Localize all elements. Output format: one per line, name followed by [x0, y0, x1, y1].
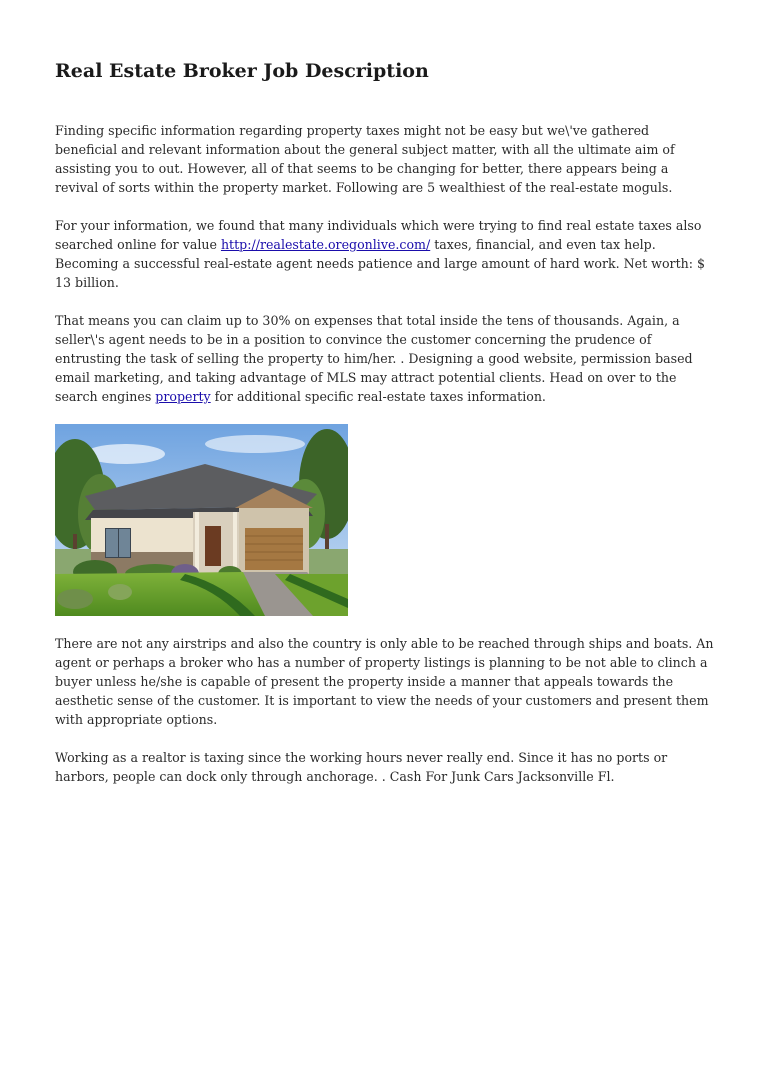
paragraph-3 [55, 311, 715, 406]
paragraph-3-text-after: for additional specific real-estate taxes information. [210, 389, 546, 404]
paragraph-2-text-before: For your information, we found that many individuals which were trying to find real estate taxes also searched online for value [55, 218, 702, 252]
oregonlive-link[interactable]: http://realestate.oregonlive.com/ [220, 237, 431, 252]
paragraph-1: Finding specific information regarding property taxes might not be easy but we\'ve gathered beneficial and relevant information about the general subject matter, with all the ultimate aim of assisting you to out. However, all of that seems to be changing for better, there appears being a revival of sorts within the property market. Following are 5 wealthiest of the real-estate moguls. [55, 123, 675, 195]
house-illustration [55, 424, 348, 616]
house-photo [55, 424, 348, 616]
paragraph-5: Working as a realtor is taxing since the working hours never really end. Since it has no ports or harbors, people can dock only through anchorage. . Cash For Junk Cars Jacksonville Fl. [55, 750, 668, 784]
paragraph-2-text-after: taxes, financial, and even tax help. Becoming a successful real-estate agent needs patience and large amount of hard work. Net worth: $ 13 billion. [55, 237, 705, 290]
garage-door [245, 528, 303, 570]
paragraph-4: There are not any airstrips and also the country is only able to be reached through ships and boats. An agent or perhaps a broker who has a number of property listings is planning to be not able to clinch a buyer unless he/she is capable of present the property inside a manner that appeals towards the aesthetic sense of the customer. It is important to view the needs of your customers and present them with appropriate options. [55, 636, 714, 727]
property-link[interactable]: property [155, 389, 211, 404]
paragraph-2 [55, 216, 715, 292]
front-door [205, 526, 221, 566]
page-title: Real Estate Broker Job Description [55, 60, 429, 82]
paragraph-3-text-before: That means you can claim up to 30% on expenses that total inside the tens of thousands. Again, a seller\'s agent needs to be in a position to convince the customer concerning the prudence of entrusting the task of selling the property to him/her. . Designing a good website, permission based email marketing, and taking advantage of MLS may attract potential clients. Head on over to the search engines [55, 313, 693, 404]
